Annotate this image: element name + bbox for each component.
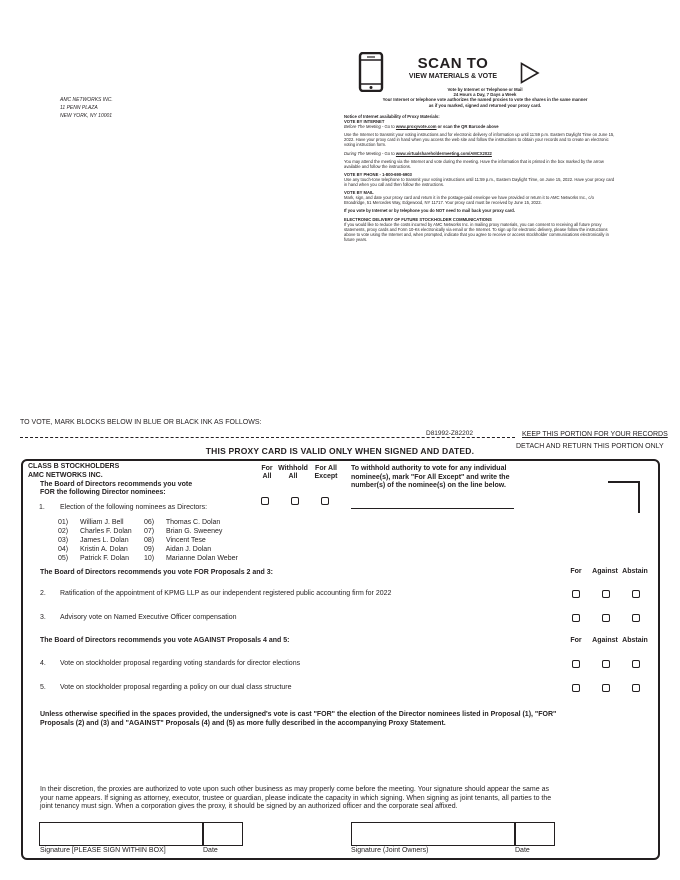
joint-signature-label: Signature (Joint Owners) <box>351 847 429 854</box>
col-against: Against <box>592 637 618 644</box>
proxyvote-link[interactable]: www.proxyvote.com <box>395 124 437 130</box>
class-label: CLASS B STOCKHOLDERS <box>28 463 120 470</box>
nominee-num: 04) <box>58 546 69 553</box>
nominee-name: James L. Dolan <box>79 537 129 544</box>
col-for-all <box>257 465 277 481</box>
scan-heading: SCAN TO <box>417 55 489 72</box>
except-write-line[interactable] <box>351 508 514 509</box>
phone-text: Use any touch-tone telephone to transmit your voting instructions until 11:59 p.m., Eastern Daylight Time, on June 15, 2022. Have your proxy card in hand when you call and then follow the instructions. <box>344 176 615 188</box>
signature-label: Signature [PLEASE SIGN WITHIN BOX] <box>40 847 166 854</box>
proposal-2-abstain-checkbox[interactable] <box>632 590 640 598</box>
proposal-number: 3. <box>40 614 46 621</box>
proposal-5-against-checkbox[interactable] <box>602 684 610 692</box>
nominee-name: Charles F. Dolan <box>79 528 132 535</box>
address-line: 11 PENN PLAZA <box>60 105 98 111</box>
nominee <box>58 527 132 536</box>
withhold-instruction: To withhold authority to vote for any individual nominee(s), mark "For All Except" and write the number(s) of the nominee(s) on the line below. <box>351 465 510 489</box>
proposal-text: Vote on stockholder proposal regarding voting standards for director elections <box>60 660 301 667</box>
proposal-4-abstain-checkbox[interactable] <box>632 660 640 668</box>
col-for-all-l1: For <box>261 465 273 472</box>
nominee <box>58 554 132 563</box>
address-line: NEW YORK, NY 10001 <box>60 113 113 119</box>
vote-header-line: 24 Hours a Day, 7 Days a Week <box>453 92 517 98</box>
col-against: Against <box>592 568 618 575</box>
col-abstain: Abstain <box>622 568 648 575</box>
nominee-name: Thomas C. Dolan <box>165 519 221 526</box>
mail-note: If you vote by Internet or by telephone you do NOT need to mail back your proxy card. <box>344 208 516 214</box>
nominee-num: 05) <box>58 555 69 562</box>
joint-signature-box[interactable] <box>351 822 515 846</box>
section-against-heading: The Board of Directors recommends you vote AGAINST Proposals 4 and 5: <box>40 637 290 644</box>
proposal-5-for-checkbox[interactable] <box>572 684 580 692</box>
nominee-list-right <box>144 518 238 563</box>
phone-title: VOTE BY PHONE - 1-800-690-6903 <box>344 171 412 177</box>
withhold-all-checkbox[interactable] <box>291 497 299 505</box>
nominee-num: 07) <box>144 528 155 535</box>
nominee-name: Marianne Dolan Weber <box>165 555 238 562</box>
for-all-checkbox[interactable] <box>261 497 269 505</box>
proposal-4-against-checkbox[interactable] <box>602 660 610 668</box>
nominee-name: Kristin A. Dolan <box>79 546 128 553</box>
vote-header-line: Vote by Internet or Telephone or Mail <box>447 87 523 92</box>
nominee-num: 10) <box>144 555 155 562</box>
nominee <box>58 536 132 545</box>
col-abstain: Abstain <box>622 637 648 644</box>
nominee-num: 09) <box>144 546 155 553</box>
nominee-num: 01) <box>58 519 69 526</box>
proposal-text: Advisory vote on Named Executive Officer compensation <box>60 614 237 621</box>
proposal-text: Ratification of the appointment of KPMG LLP as our independent registered public accounting firm for 2022 <box>60 590 392 597</box>
proposal-4-for-checkbox[interactable] <box>572 660 580 668</box>
nominee <box>144 518 238 527</box>
proposal-number: 5. <box>40 684 46 691</box>
to-vote-instruction: TO VOTE, MARK BLOCKS BELOW IN BLUE OR BLACK INK AS FOLLOWS: <box>20 419 262 426</box>
board-rec-line-1: The Board of Directors recommends you vote <box>40 481 193 488</box>
mail-text: Mark, sign, and date your proxy card and return it in the postage-paid envelope we have provided or return it to AMC Networks Inc., c/o Broadridge, 51 Mercedes Way, Edgewood, NY 11717. Your proxy card must be received by June 15, 2022. <box>344 195 594 206</box>
nominee-num: 06) <box>144 519 155 526</box>
before-meeting-sep: - Go to <box>380 124 396 130</box>
proposal-number: 2. <box>40 590 46 597</box>
proposal-5-abstain-checkbox[interactable] <box>632 684 640 692</box>
nominee <box>144 536 238 545</box>
internet-text: Use the Internet to transmit your voting instructions and for electronic delivery of information up until 11:59 p.m. Eastern Daylight Time on June 15, 2022. Have your proxy card in hand when you access the web site and follow the instructions to obtain your records and to create an electronic voting instruction form. <box>344 132 615 148</box>
play-arrow-icon <box>520 62 540 84</box>
section-for-heading: The Board of Directors recommends you vote FOR Proposals 2 and 3: <box>40 569 273 576</box>
notice-title: Notice of Internet availability of Proxy Materials: <box>344 114 440 119</box>
discretion-statement: In their discretion, the proxies are authorized to vote upon such other business as may properly come before the meeting. Your signature should appear the same as your name appears. If signing as attorney, executor, trustee or guardian, please indicate the capacity in which signing. When signing as joint tenants, all parties to the joint tenancy must sign. When a corporation gives the proxy, it should be signed by an authorized officer and the corporate seal affixed. <box>40 786 552 811</box>
board-rec-line-2: FOR the following Director nominees: <box>40 489 166 496</box>
nominee <box>144 545 238 554</box>
proposal-number: 4. <box>40 660 46 667</box>
scan-title <box>398 56 508 81</box>
electronic-title: ELECTRONIC DELIVERY OF FUTURE STOCKHOLDER COMMUNICATIONS <box>344 216 492 222</box>
col-for-all-except <box>310 465 342 481</box>
proposal-3-for-checkbox[interactable] <box>572 614 580 622</box>
nominee-name: Vincent Tese <box>165 537 206 544</box>
internet-title: VOTE BY INTERNET <box>344 119 385 125</box>
during-meeting-sep: - Go to <box>380 150 396 156</box>
nominee <box>144 554 238 563</box>
nominee-list-left <box>58 518 132 563</box>
registration-mark <box>608 481 640 513</box>
vote-header-line: Your Internet or telephone vote authorizes the named proxies to vote the shares in the same manner <box>382 97 588 103</box>
virtual-meeting-link[interactable]: www.virtualshareholdermeeting.com/AMCX2022 <box>395 150 492 156</box>
document-id: D81992-Z82202 <box>426 430 473 437</box>
smartphone-icon <box>358 52 386 92</box>
nominee-name: Patrick F. Dolan <box>79 555 129 562</box>
default-vote-statement: Unless otherwise specified in the spaces provided, the undersigned's vote is cast "FOR" the election of the Director nominees listed in Proposal (1), "FOR" Proposals (2) and (3) and "AGAINST" Proposals (4) and (5) as more fully described in the accompanying Proxy Statement. <box>40 711 557 727</box>
detach-line <box>20 437 515 438</box>
col-for-all-l2: All <box>262 473 272 480</box>
mail-title: VOTE BY MAIL <box>344 190 374 196</box>
vote-methods-header <box>340 87 630 108</box>
during-text: You may attend the meeting via the Internet and vote during the meeting. Have the information that is printed in the box marked by the arrow available and follow the instructions. <box>344 158 604 169</box>
company-address <box>60 96 113 120</box>
election-number: 1. <box>39 504 45 511</box>
proposal-2-for-checkbox[interactable] <box>572 590 580 598</box>
date-label: Date <box>203 847 218 854</box>
nominee-name: Brian G. Sweeney <box>165 528 223 535</box>
col-withhold-all <box>276 465 310 481</box>
col-except-l2: Except <box>314 473 338 480</box>
proposal-text: Vote on stockholder proposal regarding a policy on our dual class structure <box>60 684 292 691</box>
scan-subheading: VIEW MATERIALS & VOTE <box>408 73 498 80</box>
joint-date-label: Date <box>515 847 530 854</box>
keep-portion-label: KEEP THIS PORTION FOR YOUR RECORDS <box>522 431 668 438</box>
signature-box[interactable] <box>39 822 203 846</box>
nominee-num: 02) <box>58 528 69 535</box>
col-for: For <box>570 568 582 575</box>
detach-portion-label: DETACH AND RETURN THIS PORTION ONLY <box>516 443 664 450</box>
election-text: Election of the following nominees as Directors: <box>60 504 208 511</box>
date-box[interactable] <box>203 822 243 846</box>
during-meeting-label: During The Meeting <box>344 150 381 156</box>
card-company: AMC NETWORKS INC. <box>28 472 103 479</box>
valid-notice: THIS PROXY CARD IS VALID ONLY WHEN SIGNED AND DATED. <box>205 446 475 456</box>
proposal-3-abstain-checkbox[interactable] <box>632 614 640 622</box>
for-all-except-checkbox[interactable] <box>321 497 329 505</box>
electronic-text: If you would like to reduce the costs incurred by AMC Networks Inc. in mailing proxy materials, you can consent to receiving all future proxy statements, proxy cards and Form 10-Ks electronically via email or the Internet. To sign up for electronic delivery, please follow the instructions above to vote using the Internet and, when prompted, indicate that you agree to receive or access stockholder communications electronically in future years. <box>344 221 609 242</box>
proposal-3-against-checkbox[interactable] <box>602 614 610 622</box>
nominee-num: 08) <box>144 537 155 544</box>
nominee <box>58 545 132 554</box>
before-meeting-label: Before The Meeting <box>344 124 381 130</box>
vote-header-line: as if you marked, signed and returned your proxy card. <box>428 102 542 108</box>
nominee-num: 03) <box>58 537 69 544</box>
joint-date-box[interactable] <box>515 822 555 846</box>
proposal-2-against-checkbox[interactable] <box>602 590 610 598</box>
nominee-name: William J. Bell <box>79 519 124 526</box>
col-for: For <box>570 637 582 644</box>
nominee <box>144 527 238 536</box>
col-except-l1: For All <box>315 465 337 472</box>
nominee-name: Aidan J. Dolan <box>165 546 212 553</box>
nominee <box>58 518 132 527</box>
col-withhold-l2: All <box>288 473 298 480</box>
voting-instructions <box>344 114 616 245</box>
address-line: AMC NETWORKS INC. <box>60 97 113 103</box>
col-withhold-l1: Withhold <box>278 465 308 472</box>
qr-note: or scan the QR Barcode above <box>436 124 499 130</box>
